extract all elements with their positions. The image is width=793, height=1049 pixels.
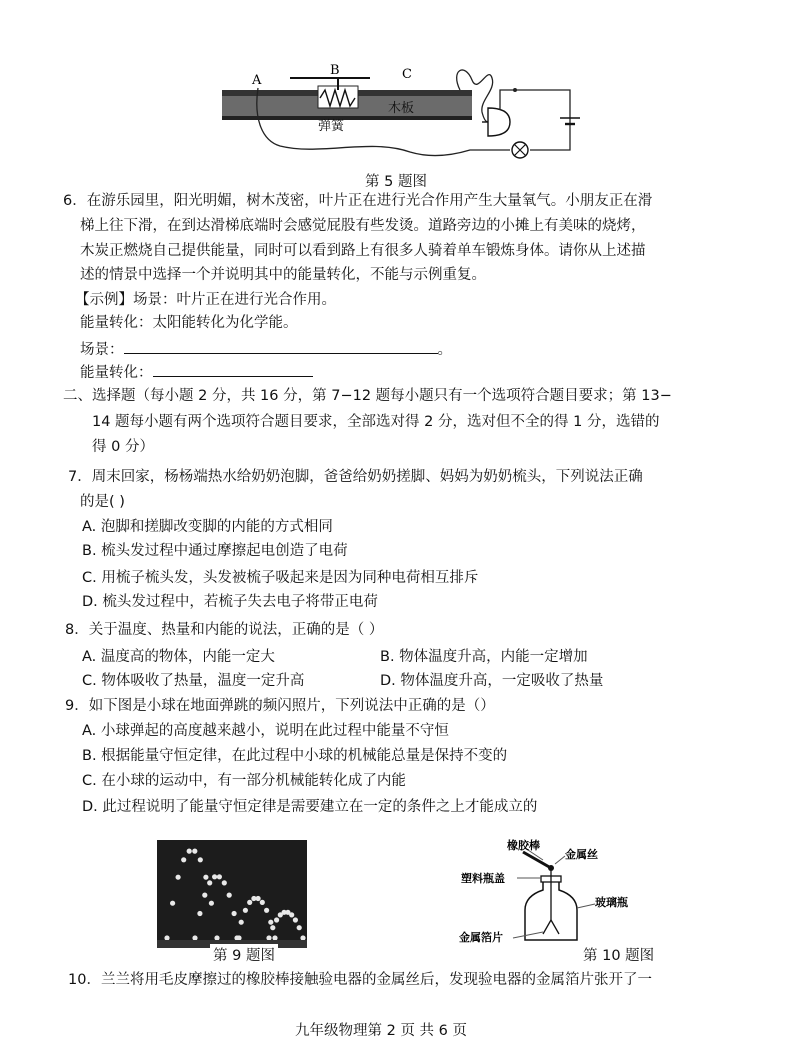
ball-image (297, 925, 302, 930)
ball-image (256, 896, 261, 901)
q6-scene-label: 场景： (80, 342, 124, 358)
q9-stem: 9．如下图是小球在地面弹跳的频闪照片，下列说法中正确的是（） (65, 698, 495, 714)
q7-stem-2: 的是( ) (80, 494, 125, 510)
ball-image (227, 893, 232, 898)
label-c: C (402, 67, 412, 82)
page-footer: 九年级物理第 2 页 共 6 页 (295, 1023, 467, 1039)
q9-option-b[interactable]: B. 根据能量守恒定律，在此过程中小球的机械能总量是保持不变的 (82, 748, 508, 764)
q10-stem: 10．兰兰将用毛皮摩擦过的橡胶棒接触验电器的金属丝后，发现验电器的金属箔片张开了一 (68, 972, 652, 988)
label-spring: 弹簧 (318, 119, 345, 134)
q6-line-3: 木炭正燃烧自己提供能量，同时可以看到路上有很多人骑着单车锻炼身体。请你从上述描 (80, 243, 646, 259)
ball-image (170, 901, 175, 906)
ball-image (214, 935, 219, 940)
label-a: A (252, 73, 262, 88)
ball-image (197, 911, 202, 916)
section2-line-3: 得 0 分） (92, 439, 154, 455)
q6-scene-row (80, 339, 452, 360)
q6-line-4: 述的情景中选择一个并说明其中的能量转化，不能与示例重复。 (80, 267, 486, 283)
figure-10-caption: 第 10 题图 (580, 944, 657, 965)
ball-image (181, 857, 186, 862)
label-glass-bottle: 玻璃瓶 (595, 896, 628, 909)
ball-image (192, 935, 197, 940)
label-b: B (330, 63, 340, 78)
ball-image (202, 893, 207, 898)
q6-example-energy: 能量转化：太阳能转化为化学能。 (80, 315, 298, 331)
figure-5-circuit-diagram (210, 60, 590, 170)
ball-image (274, 917, 279, 922)
ball-image (268, 920, 273, 925)
bell-icon (488, 108, 510, 136)
ball-image (266, 935, 271, 940)
q8-option-d[interactable]: D. 物体温度升高，一定吸收了热量 (380, 673, 604, 689)
photo-background (157, 840, 307, 948)
foil-pointer-line (513, 932, 543, 938)
rubber-rod (523, 852, 551, 868)
q7-option-a[interactable]: A. 泡脚和搓脚改变脚的内能的方式相同 (82, 519, 333, 535)
ball-image (217, 874, 222, 879)
ball-image (247, 900, 252, 905)
ball-image (289, 912, 294, 917)
q7-option-b[interactable]: B. 梳头发过程中通过摩擦起电创造了电荷 (82, 543, 348, 559)
ball-image (187, 849, 192, 854)
ball-image (239, 920, 244, 925)
label-metal-wire: 金属丝 (565, 848, 598, 861)
section2-line-2: 14 题每小题有两个选项符合题目要求，全部选对得 2 分，选对但不全的得 1 分，选错的 (92, 414, 660, 430)
ball-image (293, 917, 298, 922)
label-metal-foil: 金属箔片 (459, 931, 503, 944)
ball-image (272, 935, 277, 940)
ball-image (192, 849, 197, 854)
q6-energy-answer-blank[interactable] (153, 362, 313, 377)
ball-image (212, 874, 217, 879)
ball-image (270, 925, 275, 930)
label-board: 木板 (388, 101, 415, 116)
ball-image (234, 935, 239, 940)
q8-option-c[interactable]: C. 物体吸收了热量，温度一定升高 (82, 673, 305, 689)
board-bottom-strip (222, 116, 472, 120)
figure-9-caption: 第 9 题图 (210, 944, 278, 965)
ball-image (260, 900, 265, 905)
q7-option-d[interactable]: D. 梳头发过程中，若梳子失去电子将带正电荷 (82, 594, 378, 610)
ball-image (207, 880, 212, 885)
ball-image (232, 911, 237, 916)
figure-9-bouncing-ball-photo (157, 840, 307, 948)
section2-line-1: 二、选择题（每小题 2 分，共 16 分，第 7−12 题每小题只有一个选项符合题目要求；第 13− (63, 388, 672, 404)
q6-energy-label: 能量转化： (80, 365, 153, 381)
q6-line-2: 梯上往下滑，在到达滑梯底端时会感觉屁股有些发烫。道路旁边的小摊上有美味的烧烤， (80, 218, 646, 234)
figure-5-caption: 第 5 题图 (365, 174, 427, 190)
q8-option-b[interactable]: B. 物体温度升高，内能一定增加 (380, 649, 588, 665)
q6-scene-answer-blank[interactable] (124, 339, 438, 354)
q6-energy-row (80, 362, 313, 383)
figure-10-electroscope-diagram (455, 838, 645, 948)
q8-stem: 8．关于温度、热量和内能的说法，正确的是（ ） (65, 622, 384, 638)
label-rubber-rod: 橡胶棒 (507, 839, 540, 852)
q7-option-c[interactable]: C. 用梳子梳头发，头发被梳子吸起来是因为同种电荷相互排斥 (82, 570, 479, 586)
ball-image (222, 880, 227, 885)
label-plastic-cap: 塑料瓶盖 (461, 872, 505, 885)
bottle-pointer-line (577, 904, 595, 908)
ball-image (243, 908, 248, 913)
wire-pointer-line (555, 856, 565, 864)
q6-example-scene: 【示例】场景：叶片正在进行光合作用。 (75, 292, 336, 308)
q9-option-c[interactable]: C. 在小球的运动中，有一部分机械能转化成了内能 (82, 773, 406, 789)
ball-image (176, 875, 181, 880)
q9-option-d[interactable]: D. 此过程说明了能量守恒定律是需要建立在一定的条件之上才能成立的 (82, 799, 538, 815)
q6-scene-end: 。 (437, 342, 452, 358)
ball-image (198, 857, 203, 862)
q6-line-1: 6．在游乐园里，阳光明媚，树木茂密，叶片正在进行光合作用产生大量氧气。小朋友正在滑 (63, 193, 653, 209)
ball-image (300, 935, 305, 940)
junction-dot (513, 88, 517, 92)
q8-option-a[interactable]: A. 温度高的物体，内能一定大 (82, 649, 275, 665)
q9-option-a[interactable]: A. 小球弹起的高度越来越小，说明在此过程中能量不守恒 (82, 723, 449, 739)
q7-stem-1: 7．周末回家，杨杨端热水给奶奶泡脚，爸爸给奶奶搓脚、妈妈为奶奶梳头，下列说法正确 (68, 469, 643, 485)
ball-image (264, 908, 269, 913)
ball-image (164, 935, 169, 940)
ball-image (209, 901, 214, 906)
metal-foil (543, 920, 559, 934)
ball-image (203, 875, 208, 880)
